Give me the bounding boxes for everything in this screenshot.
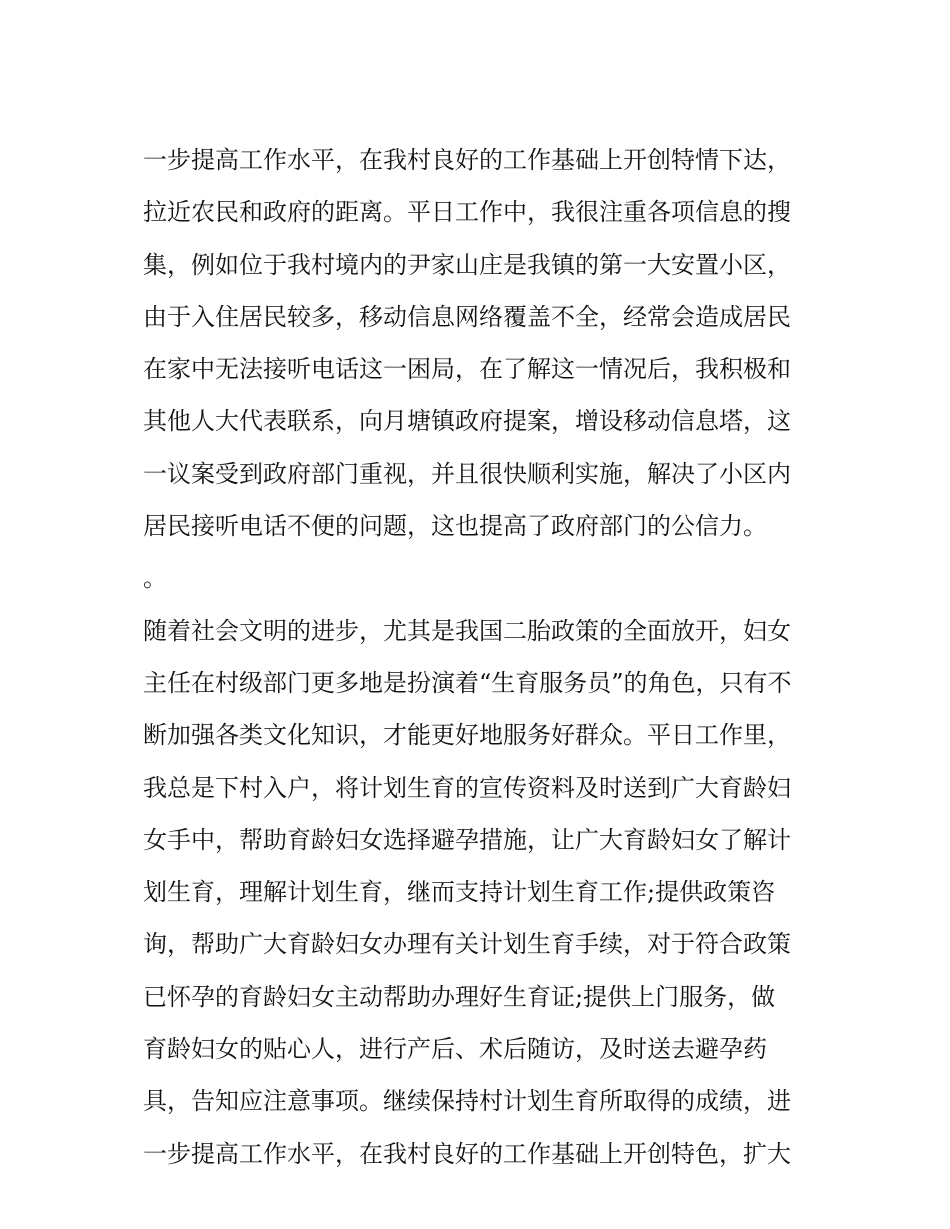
text-line: 询，帮助广大育龄妇女办理有关计划生育手续，对于符合政策 (143, 930, 791, 959)
text-line: 主任在村级部门更多地是扮演着“生育服务员”的角色，只有不 (143, 668, 792, 697)
text-line: 划生育，理解计划生育，继而支持计划生育工作;提供政策咨 (143, 878, 776, 907)
text-line: 由于入住居民较多，移动信息网络覆盖不全，经常会造成居民 (143, 302, 791, 331)
text-line: 随着社会文明的进步，尤其是我国二胎政策的全面放开，妇女 (143, 616, 791, 645)
document-body (143, 134, 823, 1180)
text-line: 已怀孕的育龄妇女主动帮助办理好生育证;提供上门服务，做 (143, 982, 776, 1011)
text-line: 女手中，帮助育龄妇女选择避孕措施，让广大育龄妇女了解计 (143, 825, 791, 854)
text-line: 一步提高工作水平，在我村良好的工作基础上开创特情下达， (143, 146, 791, 174)
text-line: 断加强各类文化知识，才能更好地服务好群众。平日工作里， (143, 721, 791, 750)
text-line: 育龄妇女的贴心人，进行产后、术后随访，及时送去避孕药 (143, 1035, 767, 1064)
text-line: 我总是下村入户，将计划生育的宣传资料及时送到广大育龄妇 (143, 773, 791, 802)
text-line: 。 (143, 564, 167, 593)
text-line: 其他人大代表联系，向月塘镇政府提案，增设移动信息塔，这 (143, 407, 791, 436)
text-line: 拉近农民和政府的距离。平日工作中，我很注重各项信息的搜 (143, 198, 791, 227)
text-line: 一步提高工作水平，在我村良好的工作基础上开创特色，扩大 (143, 1139, 791, 1168)
text-line: 具，告知应注意事项。继续保持村计划生育所取得的成绩，进 (143, 1087, 791, 1116)
text-line: 在家中无法接听电话这一困局，在了解这一情况后，我积极和 (143, 355, 791, 384)
text-line: 集，例如位于我村境内的尹家山庄是我镇的第一大安置小区， (143, 250, 791, 279)
text-line: 居民接听电话不便的问题，这也提高了政府部门的公信力。 (143, 512, 767, 541)
text-line: 一议案受到政府部门重视，并且很快顺利实施，解决了小区内 (143, 459, 791, 488)
